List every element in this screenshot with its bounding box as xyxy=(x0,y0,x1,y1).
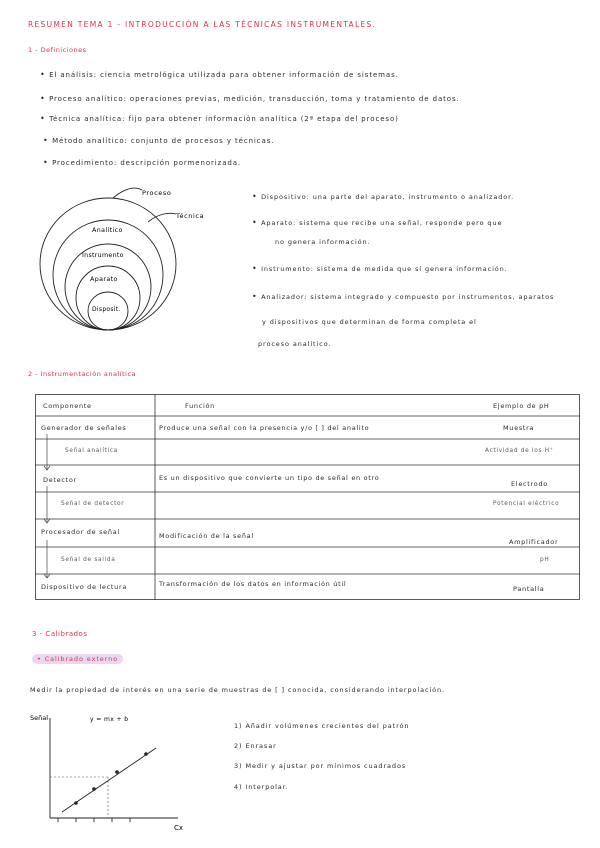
cell-example: Amplificador xyxy=(509,538,559,546)
step-4: 4) Interpolar. xyxy=(234,783,289,791)
header-componente: Componente xyxy=(43,402,92,410)
label-instrumento: Instrumento xyxy=(82,252,124,259)
label-analitico: Analítico xyxy=(92,227,123,234)
pointer-tecnica xyxy=(148,213,176,222)
cell-function: Es un dispositivo que convierte un tipo de señal en otro xyxy=(159,474,380,482)
list-item: • El análisis: ciencia metrológica utilizada para obtener información de sistemas. xyxy=(40,70,399,79)
step-2: 2) Enrasar xyxy=(234,742,277,750)
nested-circles-diagram xyxy=(30,180,250,350)
data-point xyxy=(115,770,119,774)
step-3: 3) Medir y ajustar por mínimos cuadrados xyxy=(234,762,407,770)
def-analizador-end: proceso analítico. xyxy=(258,340,332,348)
step-1: 1) Añadir volúmenes crecientes del patrón xyxy=(234,722,410,730)
cell-function: Modificación de la señal xyxy=(159,532,254,540)
cell-component: Señal analítica xyxy=(65,448,119,454)
data-point xyxy=(74,801,78,805)
x-axis-label: Cx xyxy=(174,824,184,832)
header-ejemplo: Ejemplo de pH xyxy=(493,402,550,410)
data-point xyxy=(92,787,96,791)
calibration-intro: Medir la propiedad de interés en una serie de muestras de [ ] conocida, considerando interpolación. xyxy=(30,686,446,694)
cell-component: Señal de salida xyxy=(61,557,116,563)
def-instrumento: • Instrumento: sistema de medida que sí genera información. xyxy=(252,264,508,273)
def-aparato: • Aparato: sistema que recibe una señal, responde pero que xyxy=(252,218,503,227)
def-aparato-cont: no genera información. xyxy=(275,238,371,246)
header-funcion: Función xyxy=(185,402,215,410)
cell-component: Procesador de señal xyxy=(41,528,120,536)
calibration-plot xyxy=(28,708,208,838)
cell-example: Potencial eléctrico xyxy=(493,501,560,507)
cell-function: Produce una señal con la presencia y/o [ ] del analito xyxy=(159,424,370,432)
page-title: RESUMEN TEMA 1 - INTRODUCCIÓN A LAS TÉCNICAS INSTRUMENTALES. xyxy=(28,20,377,29)
y-axis-label: Señal xyxy=(30,714,49,722)
cell-component: Detector xyxy=(43,476,77,484)
list-item: • Procedimiento: descripción pormenorizada. xyxy=(43,158,242,167)
instrumentation-table xyxy=(35,394,580,600)
list-item: • Método analítico: conjunto de procesos y técnicas. xyxy=(43,136,275,145)
section-1-heading: 1 - Definiciones xyxy=(28,46,87,54)
cell-component: Dispositivo de lectura xyxy=(41,583,128,591)
label-proceso: Proceso xyxy=(142,189,172,197)
cell-component: Generador de señales xyxy=(41,424,127,432)
equation-label: y = mx + b xyxy=(90,716,129,723)
section-3-heading: 3 - Calibrados xyxy=(32,630,88,638)
cell-example: pH xyxy=(540,557,550,563)
def-analizador-cont: y dispositivos que determinan de forma completa el xyxy=(262,318,477,326)
data-point xyxy=(144,752,148,756)
cell-example: Electrodo xyxy=(511,480,548,488)
pointer-proceso xyxy=(113,188,142,198)
cell-example: Pantalla xyxy=(513,585,545,593)
section-2-heading: 2 - Instrumentación analítica xyxy=(28,370,137,378)
cell-component: Señal de detector xyxy=(61,501,125,507)
circle-tecnica xyxy=(53,220,163,330)
label-aparato: Aparato xyxy=(90,276,118,283)
list-item: • Proceso analítico: operaciones previas, medición, transducción, toma y tratamiento de datos. xyxy=(40,94,460,103)
cell-example: Muestra xyxy=(503,424,535,432)
list-item: • Técnica analítica: fijo para obtener información analítica (2ª etapa del proceso) xyxy=(40,114,399,123)
def-analizador: • Analizador: sistema integrado y compuesto por instrumentos, aparatos xyxy=(252,292,555,301)
label-dispositivo: Disposit. xyxy=(92,306,121,313)
def-dispositivo: • Dispositivo: una parte del aparato, instrumento o analizador. xyxy=(252,192,515,201)
calibration-badge: • Calibrado externo xyxy=(32,655,123,663)
label-tecnica: Técnica xyxy=(176,212,205,220)
cell-example: Actividad de los H⁺ xyxy=(485,448,554,454)
cell-function: Transformación de los datos en información útil xyxy=(159,580,347,588)
